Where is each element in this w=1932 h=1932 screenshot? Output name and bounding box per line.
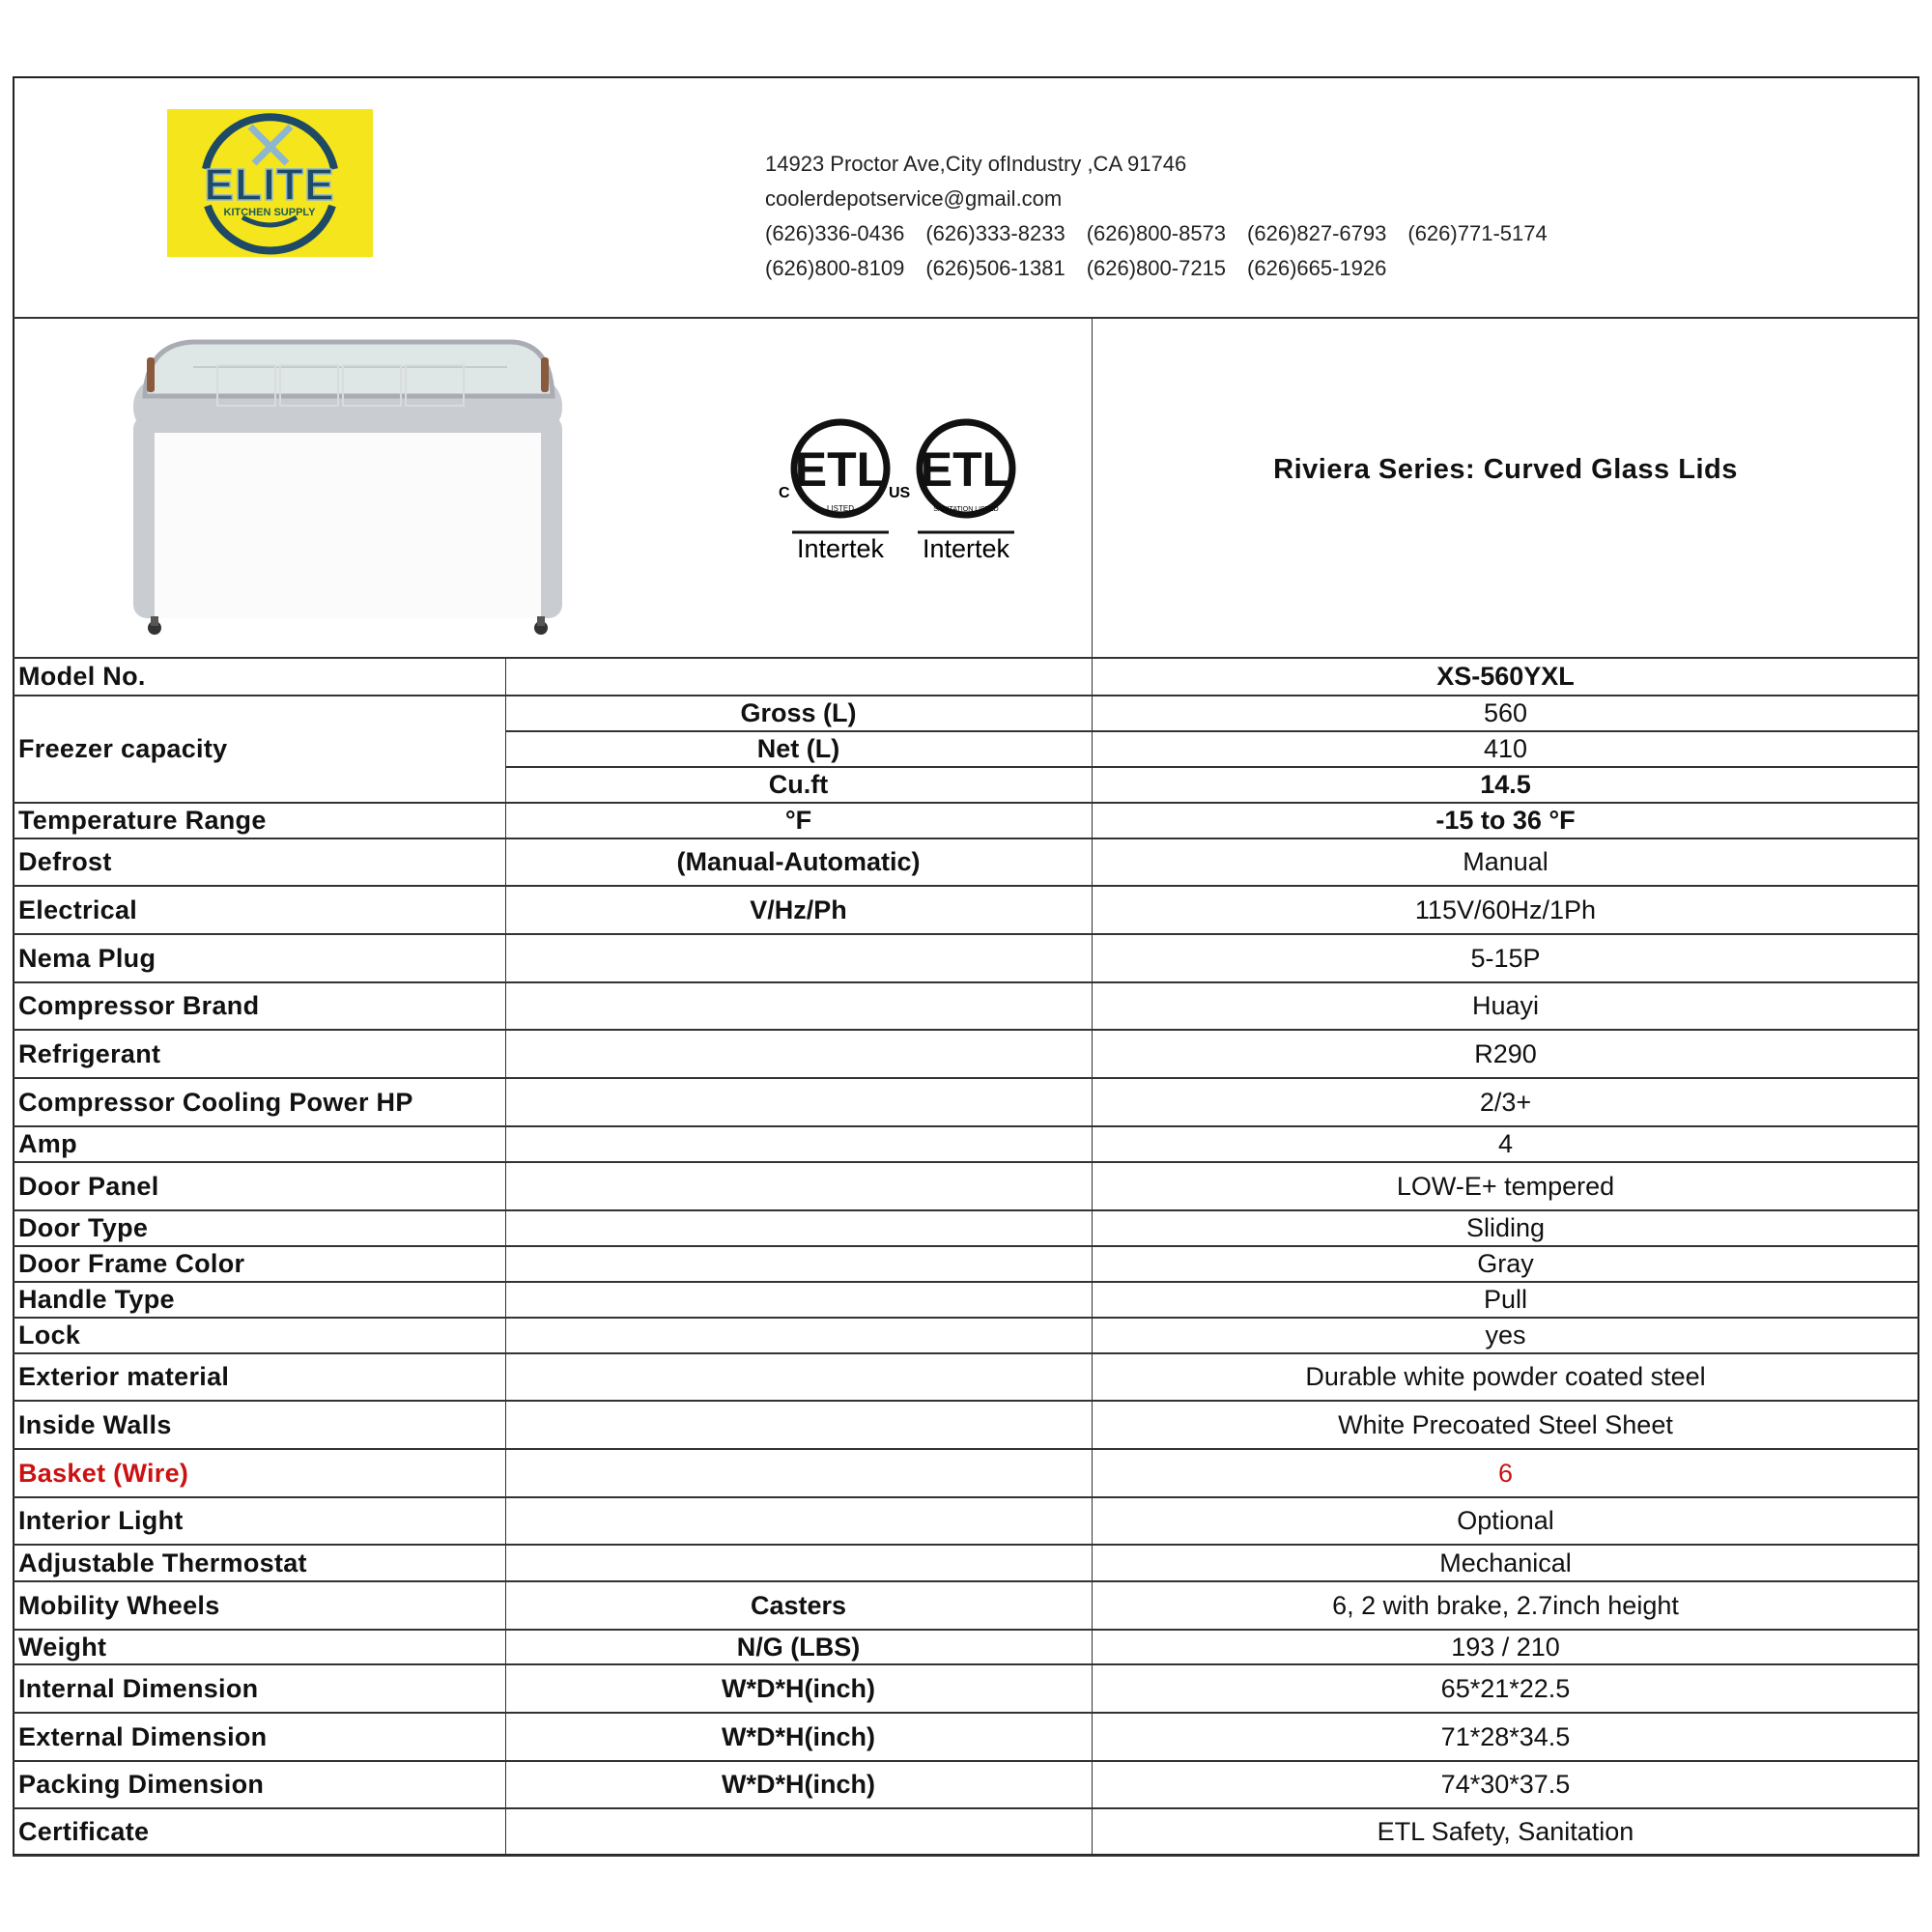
table-row: [13, 982, 1919, 1030]
spec-unit: [505, 982, 1092, 1030]
table-row: [13, 1126, 1919, 1162]
table-row: [13, 1449, 1919, 1497]
etl-sanitation-logo-icon: [918, 422, 1014, 563]
header-divider: [13, 317, 1919, 319]
spec-label: Basket (Wire): [18, 1458, 189, 1488]
spec-value: Sliding: [1465, 1213, 1546, 1242]
spec-unit: [505, 1401, 1092, 1449]
spec-label: Mobility Wheels: [18, 1590, 220, 1620]
svg-text:US: US: [889, 485, 911, 501]
spec-value: LOW-E+ tempered: [1396, 1171, 1615, 1201]
svg-text:Intertek: Intertek: [796, 534, 885, 563]
etl-listed-logo-icon: [779, 422, 911, 563]
spec-label: Door Frame Color: [18, 1249, 245, 1278]
spec-unit: [505, 1210, 1092, 1246]
spec-unit: Net (L): [756, 734, 840, 763]
table-row: [13, 838, 1919, 886]
spec-label: Certificate: [18, 1817, 150, 1846]
spec-unit: Cu.ft: [768, 770, 829, 799]
spec-value: 2/3+: [1479, 1087, 1532, 1117]
svg-text:ETL: ETL: [794, 442, 887, 497]
spec-label: Door Panel: [18, 1171, 159, 1201]
spec-value: Mechanical: [1439, 1548, 1572, 1577]
spec-value: -15 to 36 °F: [1435, 806, 1576, 835]
spec-value: XS-560YXL: [1436, 662, 1575, 691]
phone-number: (626)506-1381: [925, 256, 1065, 280]
table-row: [13, 1318, 1919, 1353]
phone-number: (626)827-6793: [1247, 221, 1387, 245]
table-column-divider-1: [505, 658, 506, 1856]
table-row: [13, 886, 1919, 934]
table-row: [13, 1282, 1919, 1318]
spec-label: Refrigerant: [18, 1038, 161, 1068]
table-column-divider-2: [1092, 658, 1093, 1856]
spec-unit: [505, 1078, 1092, 1126]
spec-value: Pull: [1483, 1285, 1528, 1314]
spec-label: Nema Plug: [18, 943, 156, 973]
spec-label: Electrical: [18, 895, 138, 924]
email-text: coolerdepotservice@gmail.com: [765, 186, 1063, 211]
svg-text:C: C: [779, 485, 790, 501]
spec-value: Durable white powder coated steel: [1305, 1362, 1706, 1391]
image-section-divider: [1092, 318, 1093, 658]
spec-label: Freezer capacity: [18, 734, 228, 763]
spec-label: Handle Type: [18, 1285, 175, 1314]
series-title: Riviera Series: Curved Glass Lids: [1273, 454, 1738, 485]
spec-value: 115V/60Hz/1Ph: [1414, 895, 1597, 924]
freezer-product-image: [126, 338, 570, 638]
spec-unit: [505, 1246, 1092, 1282]
spec-label: [18, 767, 501, 803]
table-row: [13, 1713, 1919, 1761]
spec-unit: [505, 1497, 1092, 1545]
spec-label: Packing Dimension: [18, 1770, 265, 1799]
phone-number: (626)336-0436: [765, 221, 905, 245]
spec-unit: [505, 1282, 1092, 1318]
spec-value: 65*21*22.5: [1440, 1673, 1571, 1703]
phone-number: (626)800-7215: [1086, 256, 1227, 280]
spec-unit: [505, 1449, 1092, 1497]
logo-emblem-icon: [167, 109, 373, 257]
spec-value: Huayi: [1471, 991, 1540, 1020]
spec-value: Manual: [1463, 847, 1548, 876]
table-row: [13, 1761, 1919, 1808]
spec-unit: [505, 1030, 1092, 1078]
spec-unit: [505, 1318, 1092, 1353]
spec-value: 5-15P: [1470, 943, 1541, 973]
spec-unit: [505, 1162, 1092, 1210]
table-row: [13, 767, 1919, 803]
spec-unit: [505, 1353, 1092, 1401]
table-row: [13, 803, 1919, 838]
spec-value: 14.5: [1480, 770, 1531, 799]
spec-label: Door Type: [18, 1213, 149, 1242]
table-row: [13, 1210, 1919, 1246]
svg-text:LISTED: LISTED: [826, 504, 855, 513]
elite-kitchen-supply-logo: [167, 109, 373, 257]
spec-value: 6: [1497, 1458, 1514, 1488]
spec-label: Temperature Range: [18, 806, 267, 835]
spec-value: ETL Safety, Sanitation: [1377, 1817, 1634, 1846]
phone-number: (626)800-8573: [1086, 221, 1227, 245]
table-row: [13, 658, 1919, 696]
spec-label: Amp: [18, 1129, 77, 1158]
spec-label: Inside Walls: [18, 1409, 172, 1439]
spec-unit: [505, 1545, 1092, 1581]
spec-unit: °F: [784, 806, 812, 835]
spec-value: 71*28*34.5: [1440, 1721, 1571, 1751]
spec-value: 4: [1497, 1129, 1514, 1158]
phone-number: (626)333-8233: [925, 221, 1065, 245]
phone-number: (626)665-1926: [1247, 256, 1387, 280]
spec-label: Compressor Brand: [18, 991, 260, 1020]
spec-unit: W*D*H(inch): [722, 1673, 875, 1703]
phone-row-2: [765, 251, 1548, 286]
contact-block: [765, 147, 1548, 286]
table-row: [13, 1497, 1919, 1545]
spec-value: R290: [1474, 1038, 1537, 1068]
table-row: [13, 1664, 1919, 1713]
spec-value: White Precoated Steel Sheet: [1338, 1409, 1673, 1439]
spec-value: 560: [1483, 698, 1528, 727]
spec-label: Adjustable Thermostat: [18, 1548, 307, 1577]
spec-unit: W*D*H(inch): [722, 1721, 875, 1751]
spec-value: 6, 2 with brake, 2.7inch height: [1332, 1590, 1679, 1620]
logo-tagline-text: KITCHEN SUPPLY: [223, 207, 316, 218]
spec-unit: W*D*H(inch): [722, 1770, 875, 1799]
spec-value: Gray: [1477, 1249, 1534, 1278]
table-row: [13, 934, 1919, 982]
table-row: [13, 1545, 1919, 1581]
spec-value: 410: [1483, 734, 1528, 763]
table-row: [13, 1353, 1919, 1401]
spec-unit: [505, 1808, 1092, 1856]
spec-unit: Casters: [750, 1590, 847, 1620]
svg-text:Intertek: Intertek: [922, 534, 1010, 563]
table-row: [13, 1630, 1919, 1664]
spec-unit: V/Hz/Ph: [750, 895, 847, 924]
table-row: [13, 1401, 1919, 1449]
spec-label: Internal Dimension: [18, 1673, 259, 1703]
svg-text:SANITATION LISTED: SANITATION LISTED: [933, 506, 999, 513]
spec-label: External Dimension: [18, 1721, 268, 1751]
table-row: [13, 1078, 1919, 1126]
spec-label: Compressor Cooling Power HP: [18, 1087, 413, 1117]
spec-value: yes: [1485, 1321, 1526, 1350]
phone-number: (626)771-5174: [1407, 221, 1548, 245]
spec-label: [18, 731, 501, 767]
logo-brand-text: ELITE: [204, 159, 335, 210]
spec-value: 193 / 210: [1451, 1632, 1560, 1662]
phone-row-1: [765, 216, 1548, 251]
table-row: [13, 731, 1919, 767]
spec-unit: [505, 658, 1092, 696]
spec-unit: (Manual-Automatic): [676, 847, 921, 876]
table-row: [13, 1246, 1919, 1282]
svg-text:ETL: ETL: [920, 442, 1012, 497]
spec-label: Interior Light: [18, 1506, 184, 1535]
table-row: [13, 1030, 1919, 1078]
spec-unit: [505, 1126, 1092, 1162]
spec-unit: N/G (LBS): [736, 1632, 861, 1662]
spec-label: Defrost: [18, 847, 112, 876]
spec-unit: [505, 934, 1092, 982]
spec-unit: Gross (L): [740, 698, 857, 727]
spec-label: Lock: [18, 1321, 81, 1350]
phone-number: (626)800-8109: [765, 256, 905, 280]
etl-certification-logos: [773, 411, 1029, 575]
spec-value: Optional: [1457, 1506, 1554, 1535]
address-text: 14923 Proctor Ave,City ofIndustry ,CA 91746: [765, 152, 1187, 176]
spec-label: Model No.: [18, 662, 146, 691]
spec-label: Weight: [18, 1632, 107, 1662]
spec-label: Exterior material: [18, 1362, 230, 1391]
spec-value: 74*30*37.5: [1440, 1770, 1571, 1799]
table-row: [13, 1162, 1919, 1210]
table-row: [13, 1808, 1919, 1856]
table-row: [13, 1581, 1919, 1630]
